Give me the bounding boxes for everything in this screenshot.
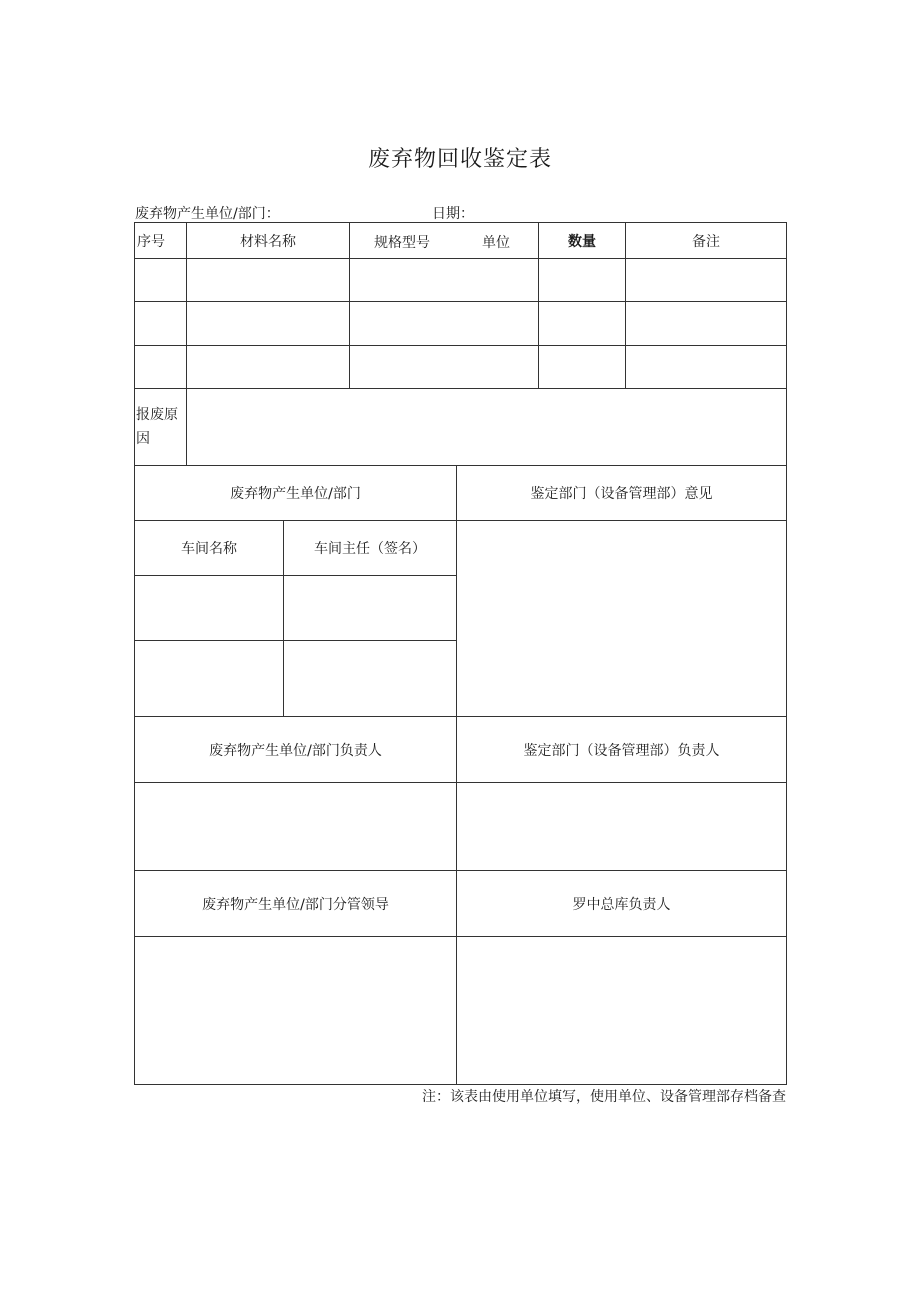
workshop-name-header: 车间名称	[135, 521, 284, 576]
warehouse-head-field[interactable]	[457, 937, 787, 1085]
item-row	[135, 259, 787, 302]
cell-material-name[interactable]	[187, 302, 350, 346]
unit-leader-field[interactable]	[135, 937, 457, 1085]
cell-material-name[interactable]	[187, 259, 350, 302]
unit-head-header: 废弃物产生单位/部门负责人	[135, 717, 457, 783]
appraisal-head-header: 鉴定部门（设备管理部）负责人	[457, 717, 787, 783]
warehouse-head-header: 罗中总库负责人	[457, 871, 787, 937]
appraisal-opinion-field[interactable]	[457, 521, 787, 717]
workshop-director-signature-field[interactable]	[284, 576, 457, 641]
header-remark: 备注	[626, 223, 787, 259]
header-material-name: 材料名称	[187, 223, 350, 259]
header-spec: 规格型号	[374, 235, 430, 251]
cell-spec-unit[interactable]	[350, 259, 539, 302]
cell-seq[interactable]	[135, 259, 187, 302]
approval-table	[134, 465, 787, 1085]
item-row	[135, 346, 787, 389]
cell-qty[interactable]	[539, 259, 626, 302]
unit-leader-header: 废弃物产生单位/部门分管领导	[135, 871, 457, 937]
workshop-name-field[interactable]	[135, 576, 284, 641]
form-title: 废弃物回收鉴定表	[367, 147, 552, 172]
items-table	[134, 222, 787, 466]
footer-note: 注：该表由使用单位填写，使用单位、设备管理部存档备查	[422, 1089, 786, 1105]
reason-field[interactable]	[187, 389, 787, 466]
cell-remark[interactable]	[626, 346, 787, 389]
cell-seq[interactable]	[135, 302, 187, 346]
cell-material-name[interactable]	[187, 346, 350, 389]
reason-row	[135, 389, 787, 466]
cell-spec-unit[interactable]	[350, 302, 539, 346]
header-qty: 数量	[539, 223, 626, 259]
cell-qty[interactable]	[539, 302, 626, 346]
unit-head-field[interactable]	[135, 783, 457, 871]
date-label: 日期：	[432, 206, 474, 222]
cell-qty[interactable]	[539, 346, 626, 389]
reason-label: 报废原因	[135, 389, 187, 466]
cell-seq[interactable]	[135, 346, 187, 389]
appraisal-head-field[interactable]	[457, 783, 787, 871]
workshop-director-header: 车间主任（签名）	[284, 521, 457, 576]
unit-label: 废弃物产生单位/部门：	[135, 206, 280, 222]
items-header-row	[135, 223, 787, 259]
cell-remark[interactable]	[626, 302, 787, 346]
item-row	[135, 302, 787, 346]
workshop-director-signature-field[interactable]	[284, 641, 457, 717]
appraisal-opinion-header: 鉴定部门（设备管理部）意见	[457, 466, 787, 521]
header-unit: 单位	[482, 235, 510, 251]
unit-dept-header: 废弃物产生单位/部门	[135, 466, 457, 521]
cell-remark[interactable]	[626, 259, 787, 302]
header-seq: 序号	[135, 223, 187, 259]
cell-spec-unit[interactable]	[350, 346, 539, 389]
header-spec-unit	[350, 223, 539, 259]
workshop-name-field[interactable]	[135, 641, 284, 717]
